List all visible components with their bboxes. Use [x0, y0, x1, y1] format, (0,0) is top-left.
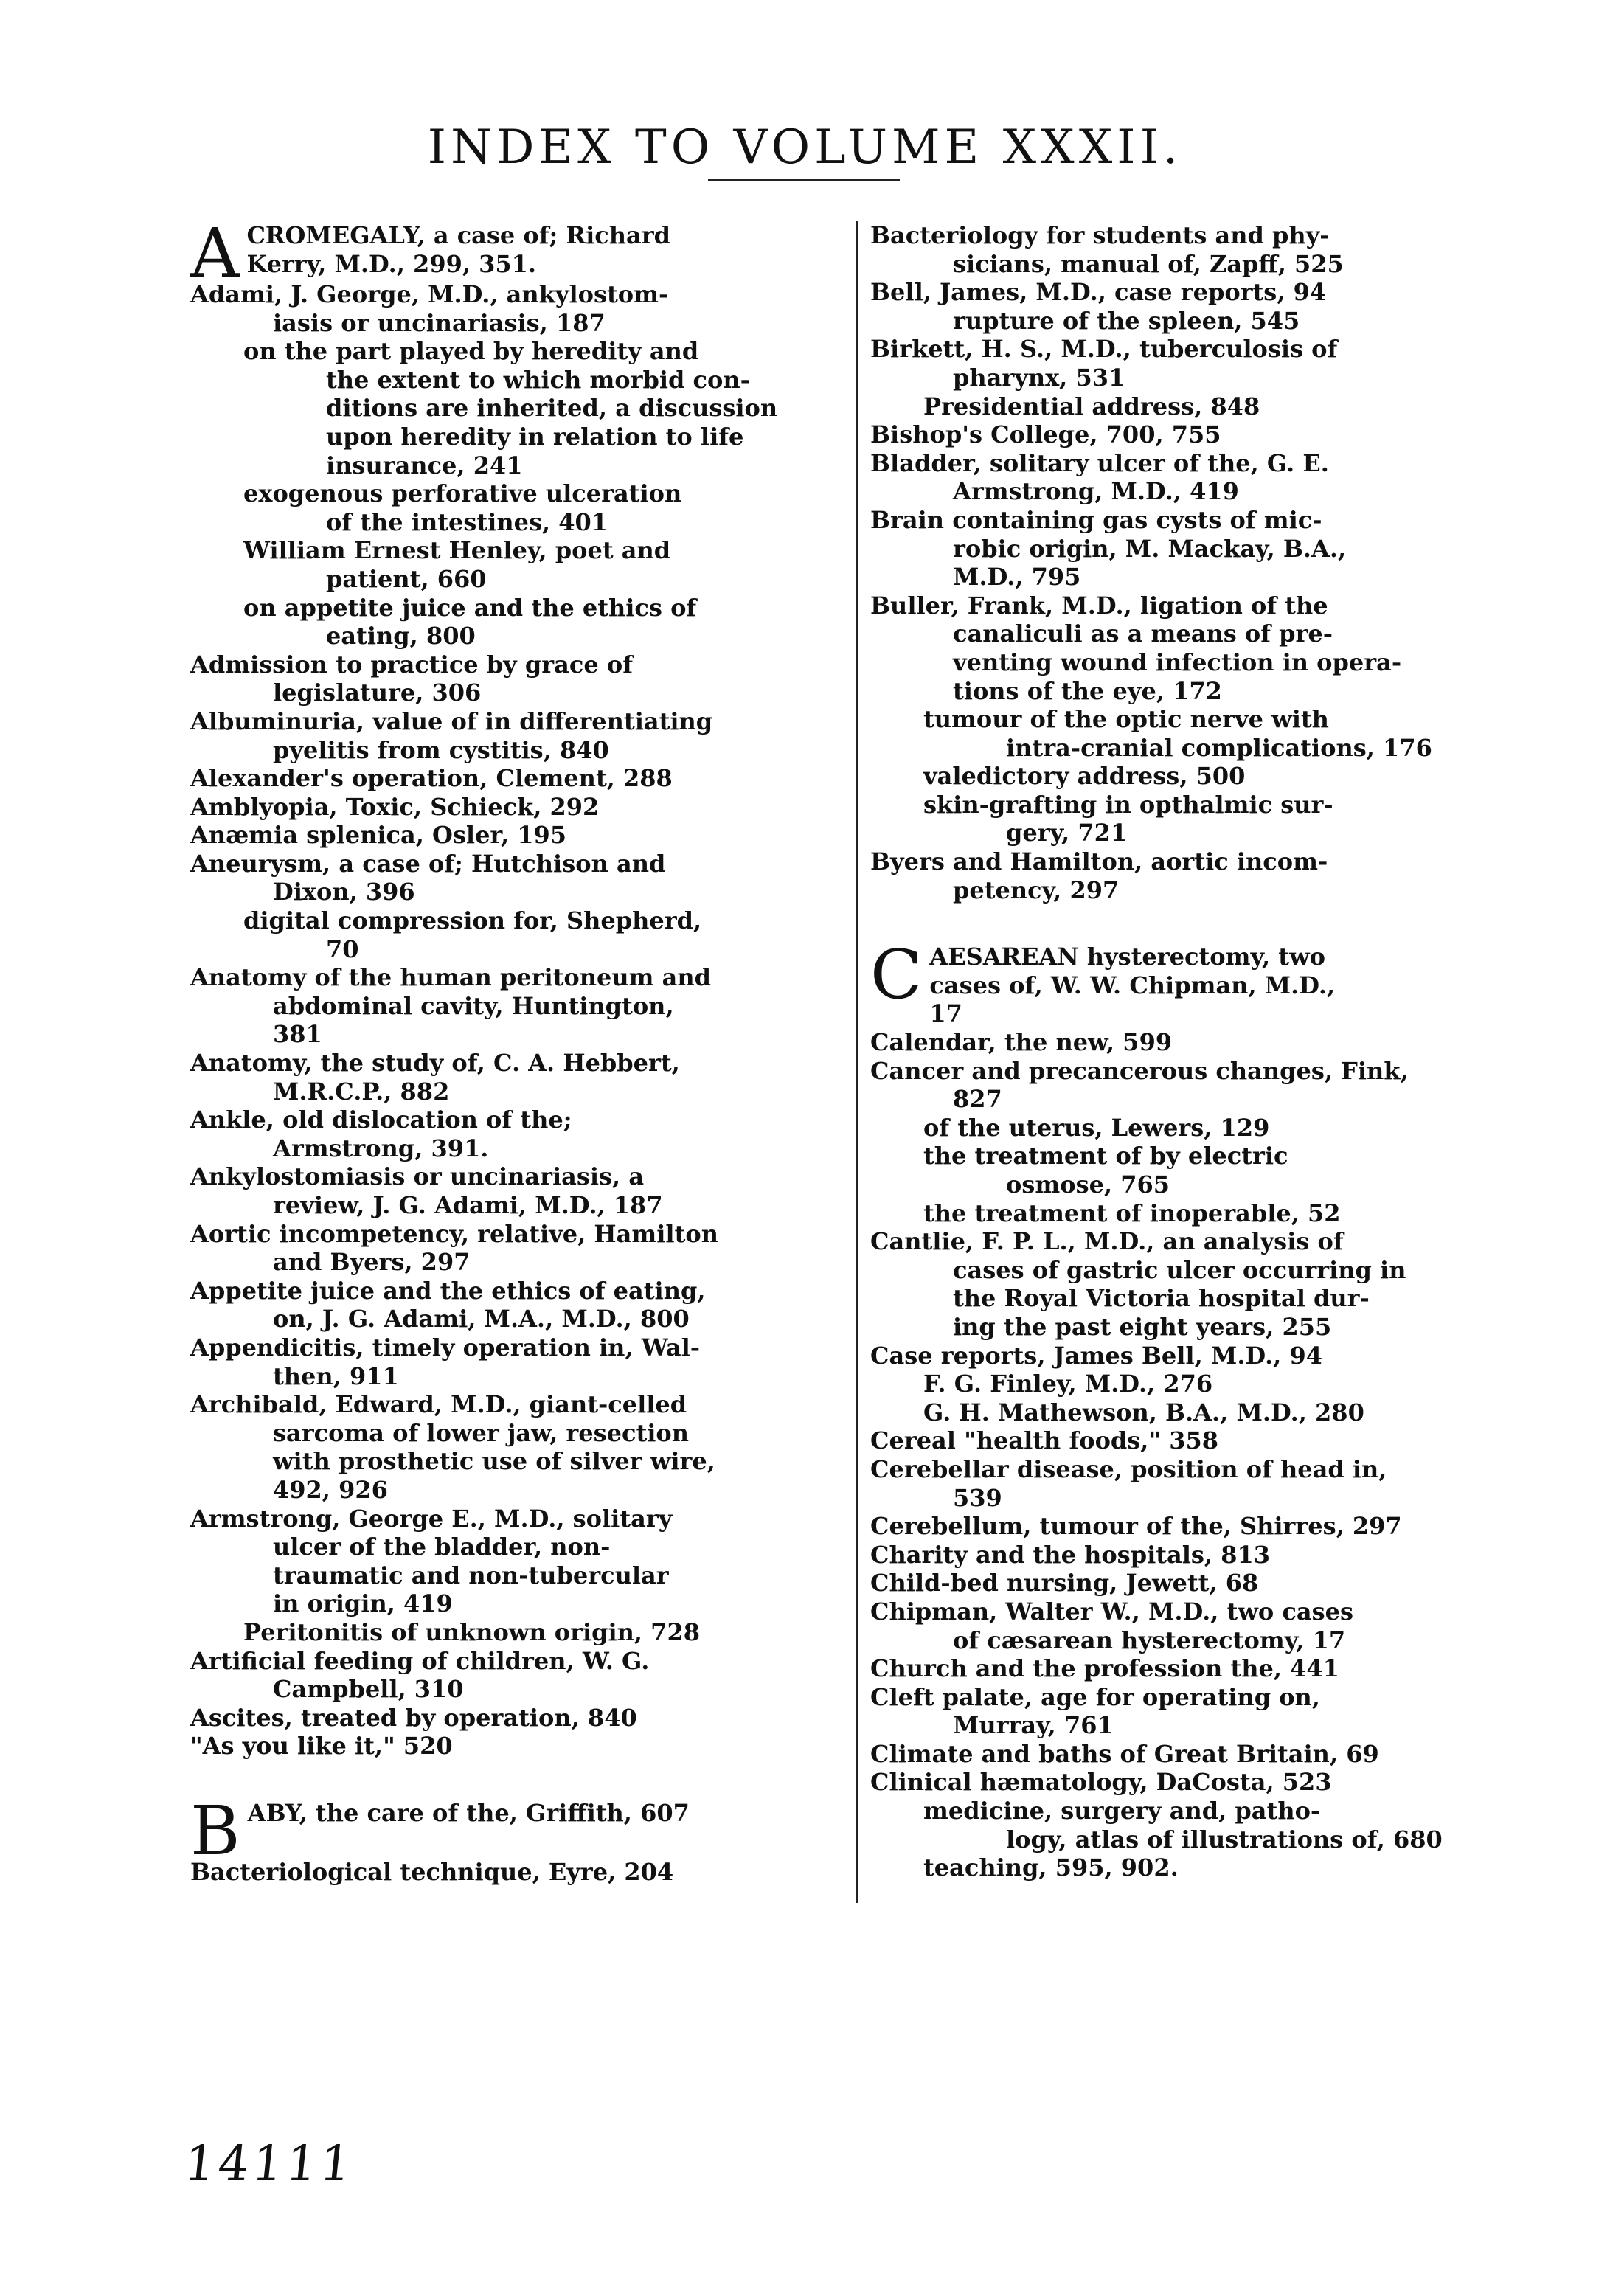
index-line: robic origin, M. Mackay, B.A.,: [953, 534, 1347, 563]
index-entry: [190, 1277, 825, 1333]
index-entry: [870, 762, 1519, 791]
index-entry: [190, 536, 825, 593]
index-entry: [870, 1598, 1519, 1654]
index-line: Cantlie, F. P. L., M.D., an analysis of: [870, 1227, 1344, 1256]
index-entry: [870, 1768, 1519, 1797]
index-line: Child-bed nursing, Jewett, 68: [870, 1569, 1259, 1598]
index-entry: [190, 1732, 825, 1761]
index-entry: [870, 1028, 1519, 1057]
index-entry: [190, 906, 825, 963]
index-entry: [190, 963, 825, 1049]
index-line: ditions are inherited, a discussion: [326, 394, 778, 423]
index-entry: [190, 707, 825, 764]
index-line: Campbell, 310: [273, 1675, 464, 1704]
index-entry: [190, 1505, 825, 1618]
index-line: Birkett, H. S., M.D., tuberculosis of: [870, 335, 1338, 364]
index-line: Chipman, Walter W., M.D., two cases: [870, 1597, 1353, 1626]
index-line: of the intestines, 401: [326, 507, 608, 536]
index-line: Presidential address, 848: [923, 392, 1260, 420]
index-entry: [870, 278, 1519, 335]
index-entry: [190, 280, 825, 337]
index-line: Bladder, solitary ulcer of the, G. E.: [870, 448, 1329, 477]
index-entry: [870, 1654, 1519, 1683]
index-line: with prosthetic use of silver wire,: [273, 1447, 715, 1476]
index-line: valedictory address, 500: [923, 762, 1246, 791]
index-line: Calendar, the new, 599: [870, 1028, 1173, 1057]
index-line: abdominal cavity, Huntington,: [273, 991, 674, 1020]
index-line: eating, 800: [326, 622, 476, 651]
index-line: Ankle, old dislocation of the;: [190, 1106, 572, 1134]
index-line: 381: [273, 1020, 322, 1049]
index-line: William Ernest Henley, poet and: [243, 536, 671, 565]
index-line: Cleft palate, age for operating on,: [870, 1682, 1320, 1711]
index-line: upon heredity in relation to life: [326, 422, 744, 451]
index-entry: [870, 1426, 1519, 1455]
index-line: venting wound infection in opera-: [953, 648, 1402, 676]
index-line: Cerebellar disease, position of head in,: [870, 1454, 1387, 1483]
index-line: Bacteriological technique, Eyre, 204: [190, 1857, 674, 1886]
index-line: Armstrong, M.D., 419: [953, 477, 1239, 506]
index-line: pharynx, 531: [953, 363, 1125, 392]
index-line: Amblyopia, Toxic, Schieck, 292: [190, 792, 600, 821]
index-line: the treatment of inoperable, 52: [923, 1199, 1341, 1227]
index-line: and Byers, 297: [273, 1248, 471, 1277]
index-line: CROMEGALY, a case of; Richard: [246, 221, 670, 249]
index-line: skin-grafting in opthalmic sur-: [923, 790, 1333, 819]
index-line: ulcer of the bladder, non-: [273, 1533, 611, 1561]
index-line: Anatomy of the human peritoneum and: [190, 963, 712, 992]
index-entry: [190, 1618, 825, 1647]
index-line: in origin, 419: [273, 1589, 453, 1618]
index-entry: [190, 214, 825, 293]
index-entry: [870, 1057, 1519, 1114]
index-entry: [190, 1858, 825, 1887]
index-entry: [870, 705, 1519, 762]
index-line: M.R.C.P., 882: [273, 1077, 450, 1106]
handwritten-note: 14111: [181, 2135, 358, 2192]
index-entry: [870, 1797, 1519, 1853]
index-line: Armstrong, 391.: [273, 1134, 489, 1162]
index-line: Aneurysm, a case of; Hutchison and: [190, 849, 666, 878]
index-line: Byers and Hamilton, aortic incom-: [870, 847, 1328, 876]
index-line: the treatment of by electric: [923, 1142, 1288, 1170]
index-line: insurance, 241: [326, 451, 523, 479]
index-entry: [870, 791, 1519, 847]
index-entry: [870, 506, 1519, 592]
index-entry: [190, 1049, 825, 1106]
drop-cap: B: [190, 1791, 240, 1870]
index-entry: [190, 1791, 825, 1870]
index-entry: [190, 793, 825, 822]
index-line: Cerebellum, tumour of the, Shirres, 297: [870, 1512, 1402, 1541]
index-entry: [870, 449, 1519, 506]
right-column: [870, 221, 1519, 1882]
index-line: of the uterus, Lewers, 129: [923, 1113, 1270, 1142]
index-entry: [870, 1512, 1519, 1541]
index-line: F. G. Finley, M.D., 276: [923, 1370, 1213, 1398]
drop-cap: A: [190, 214, 240, 293]
index-line: G. H. Mathewson, B.A., M.D., 280: [923, 1398, 1364, 1426]
index-line: sicians, manual of, Zapff, 525: [953, 249, 1344, 278]
index-line: cases of gastric ulcer occurring in: [953, 1255, 1406, 1284]
index-entry: [870, 392, 1519, 421]
index-entry: [190, 1704, 825, 1733]
index-line: 492, 926: [273, 1475, 388, 1504]
index-line: M.D., 795: [953, 563, 1081, 592]
index-line: patient, 660: [326, 564, 487, 593]
index-line: 827: [953, 1085, 1002, 1114]
index-entry: [870, 1569, 1519, 1598]
index-entry: [870, 1370, 1519, 1398]
index-line: Aortic incompetency, relative, Hamilton: [190, 1219, 718, 1248]
title-rule: [708, 179, 900, 181]
index-entry: [870, 1740, 1519, 1769]
index-line: petency, 297: [953, 875, 1120, 904]
index-line: Alexander's operation, Clement, 288: [190, 764, 673, 793]
index-line: logy, atlas of illustrations of, 680: [1006, 1825, 1443, 1853]
index-line: Archibald, Edward, M.D., giant-celled: [190, 1390, 687, 1419]
index-line: Bishop's College, 700, 755: [870, 420, 1221, 449]
index-line: on the part played by heredity and: [243, 337, 699, 366]
index-line: 17: [929, 999, 962, 1028]
index-line: Kerry, M.D., 299, 351.: [246, 249, 537, 278]
index-line: Appendicitis, timely operation in, Wal-: [190, 1333, 701, 1362]
index-line: Cereal "health foods," 358: [870, 1426, 1219, 1455]
index-line: Church and the profession the, 441: [870, 1654, 1339, 1683]
index-entry: [190, 850, 825, 906]
index-line: ABY, the care of the, Griffith, 607: [247, 1798, 690, 1827]
index-entry: [190, 1647, 825, 1704]
index-entry: [190, 337, 825, 479]
index-entry: [190, 821, 825, 850]
index-line: Artificial feeding of children, W. G.: [190, 1646, 650, 1675]
index-line: iasis or uncinariasis, 187: [273, 308, 606, 337]
index-line: 70: [326, 934, 359, 963]
index-entry: [870, 1199, 1519, 1228]
index-line: Murray, 761: [953, 1711, 1114, 1740]
index-line: on appetite juice and the ethics of: [243, 593, 697, 622]
index-entry: [870, 935, 1519, 1028]
section-gap: [870, 904, 1519, 943]
index-entry: [870, 1342, 1519, 1370]
index-entry: [870, 1227, 1519, 1341]
index-line: canaliculi as a means of pre-: [953, 620, 1333, 648]
index-entry: [190, 1162, 825, 1219]
page-title: INDEX TO VOLUME XXXII.: [427, 119, 1183, 175]
index-line: exogenous perforative ulceration: [243, 479, 682, 508]
index-line: teaching, 595, 902.: [923, 1853, 1179, 1882]
index-line: intra-cranial complications, 176: [1006, 733, 1432, 762]
index-line: ing the past eight years, 255: [953, 1312, 1332, 1341]
index-line: medicine, surgery and, patho-: [923, 1797, 1321, 1825]
index-line: then, 911: [273, 1362, 399, 1390]
index-entry: [870, 420, 1519, 449]
index-entry: [870, 1398, 1519, 1427]
index-line: Peritonitis of unknown origin, 728: [243, 1617, 700, 1646]
index-entry: [870, 1455, 1519, 1512]
index-line: tions of the eye, 172: [953, 676, 1222, 705]
index-line: Brain containing gas cysts of mic-: [870, 505, 1322, 534]
index-entry: [870, 1541, 1519, 1570]
index-entry: [870, 1683, 1519, 1740]
index-entry: [190, 594, 825, 651]
index-entry: [190, 651, 825, 707]
index-entry: [190, 1220, 825, 1277]
index-line: Ascites, treated by operation, 840: [190, 1703, 637, 1732]
index-line: AESAREAN hysterectomy, two: [929, 943, 1325, 971]
index-line: tumour of the optic nerve with: [923, 705, 1329, 734]
index-line: 539: [953, 1483, 1002, 1512]
index-entry: [870, 221, 1519, 278]
index-entry: [870, 1142, 1519, 1199]
index-line: Buller, Frank, M.D., ligation of the: [870, 591, 1328, 620]
index-line: digital compression for, Shepherd,: [243, 906, 702, 935]
index-entry: [190, 1333, 825, 1390]
index-line: Admission to practice by grace of: [190, 650, 633, 679]
index-line: Climate and baths of Great Britain, 69: [870, 1739, 1379, 1768]
index-entry: [870, 592, 1519, 705]
index-entry: [870, 1114, 1519, 1142]
index-line: Adami, J. George, M.D., ankylostom-: [190, 280, 669, 308]
index-line: of cæsarean hysterectomy, 17: [953, 1626, 1346, 1654]
index-line: Case reports, James Bell, M.D., 94: [870, 1341, 1322, 1370]
index-line: cases of, W. W. Chipman, M.D.,: [929, 971, 1336, 999]
index-line: the extent to which morbid con-: [326, 365, 750, 394]
index-line: Ankylostomiasis or uncinariasis, a: [190, 1162, 645, 1191]
index-line: Anæmia splenica, Osler, 195: [190, 821, 567, 850]
index-line: legislature, 306: [273, 679, 482, 707]
index-entry: [870, 1853, 1519, 1882]
drop-cap: C: [870, 935, 923, 1015]
index-line: pyelitis from cystitis, 840: [273, 735, 609, 764]
index-line: on, J. G. Adami, M.A., M.D., 800: [273, 1305, 690, 1333]
index-line: "As you like it," 520: [190, 1732, 453, 1761]
index-entry: [870, 847, 1519, 904]
index-line: Cancer and precancerous changes, Fink,: [870, 1056, 1409, 1085]
index-entry: [190, 479, 825, 536]
index-entry: [870, 335, 1519, 392]
index-line: Appetite juice and the ethics of eating,: [190, 1276, 706, 1305]
index-line: the Royal Victoria hospital dur-: [953, 1284, 1370, 1313]
index-line: Albuminuria, value of in differentiating: [190, 707, 713, 735]
index-line: sarcoma of lower jaw, resection: [273, 1418, 689, 1447]
index-line: Bell, James, M.D., case reports, 94: [870, 278, 1327, 307]
left-column: [190, 214, 825, 1886]
index-line: Bacteriology for students and phy-: [870, 221, 1330, 249]
index-line: traumatic and non-tubercular: [273, 1561, 669, 1589]
index-entry: [190, 1390, 825, 1504]
index-line: Armstrong, George E., M.D., solitary: [190, 1504, 673, 1533]
section-gap: [190, 1761, 825, 1799]
index-line: rupture of the spleen, 545: [953, 306, 1300, 335]
index-line: osmose, 765: [1006, 1170, 1170, 1199]
column-divider: [856, 221, 858, 1903]
index-entry: [190, 1106, 825, 1162]
index-line: gery, 721: [1006, 819, 1128, 847]
index-line: Anatomy, the study of, C. A. Hebbert,: [190, 1049, 680, 1078]
index-line: review, J. G. Adami, M.D., 187: [273, 1191, 663, 1219]
index-line: Charity and the hospitals, 813: [870, 1540, 1270, 1569]
index-line: Clinical hæmatology, DaCosta, 523: [870, 1768, 1332, 1797]
index-entry: [190, 764, 825, 793]
index-line: Dixon, 396: [273, 878, 415, 906]
